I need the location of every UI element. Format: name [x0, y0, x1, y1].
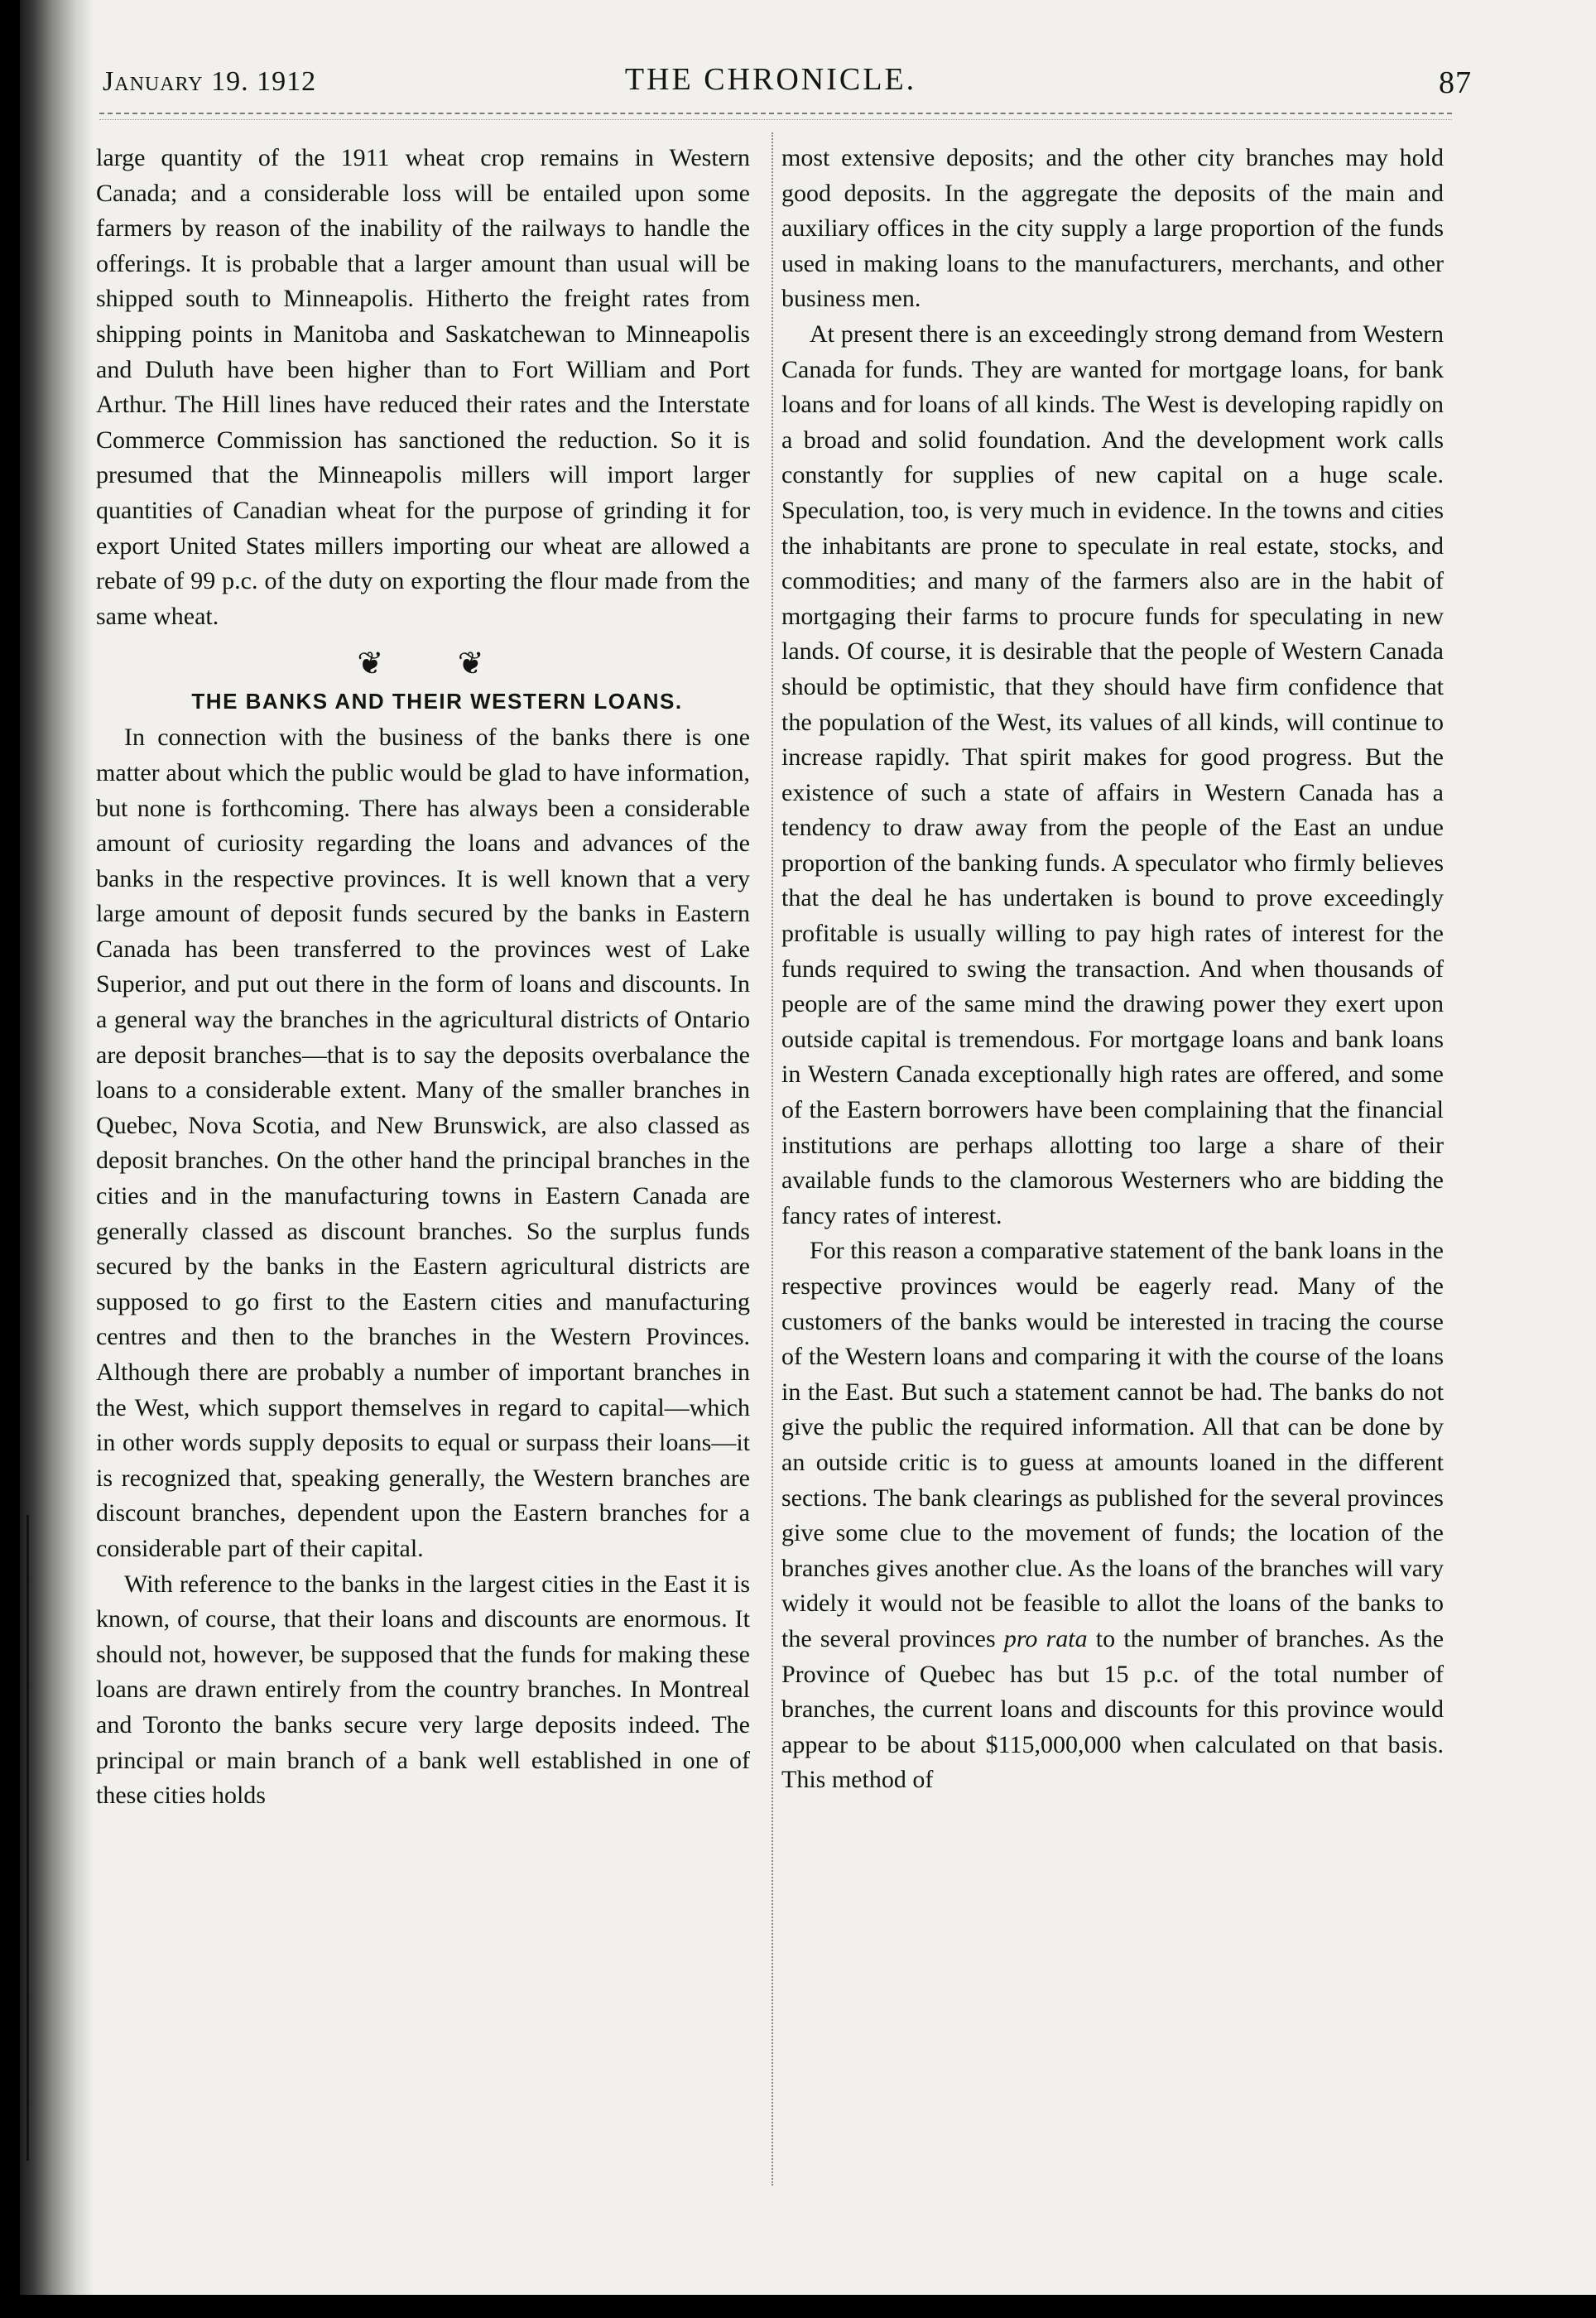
- scan-border: [0, 2295, 1596, 2318]
- newspaper-page: [20, 0, 1596, 2318]
- publication-title: THE CHRONICLE.: [624, 62, 917, 97]
- continued-paragraph: large quantity of the 1911 wheat crop remains in Western Canada; and a considerable loss will be entailed upon some farmers by reason of the inability of the railways to handle the offerings. It is probable that a larger amount than usual will be shipped south to Minneapolis. Hitherto the freight rates from shipping points in Manitoba and Saskatchewan to Minneapolis and Duluth have been higher than to Fort William and Port Arthur. The Hill lines have reduced their rates and the Interstate Commerce Commission has sanctioned the reduction. So it is presumed that the Minneapolis millers will import larger quantities of Canadian wheat for the purpose of grinding it for export United States millers importing our wheat are allowed a rebate of 99 p.c. of the duty on exporting the flour made from the same wheat.: [96, 144, 750, 630]
- section-ornament: ❦ ❦: [357, 647, 517, 682]
- page-number: 87: [1439, 65, 1472, 100]
- margin-rule: [20, 1515, 29, 2161]
- page-header: [79, 56, 1472, 106]
- section-heading: THE BANKS AND THEIR WESTERN LOANS.: [191, 689, 683, 714]
- right-column: [781, 141, 1444, 1798]
- article-paragraph: With reference to the banks in the largest cities in the East it is known, of course, that their loans and discounts are enormous. It should not, however, be supposed that the funds for making these loans are drawn entirely from the country branches. In Montreal and Toronto the banks secure very large deposits indeed. The principal or main branch of a bank well established in one of these cities holds: [96, 1570, 750, 1810]
- latin-phrase: pro rata: [1003, 1624, 1088, 1652]
- paragraph-text: For this reason a comparative statement of the bank loans in the respective provinces would be eagerly read. Many of the customers of the banks would be interested in tracing the course of the Western loans and comparing it with the course of the loans in the East. But such a statement cannot be had. The banks do not give the public the required information. All that can be done by an outside critic is to guess at amounts loaned in the different sections. The bank clearings as published for the several provinces give some clue to the movement of funds; the location of the branches gives another clue. As the loans of the branches will vary widely it would not be feasible to allot the loans of the banks to the several provinces: [781, 1237, 1444, 1652]
- paragraph-text: to the number of branches. As the Province of Quebec has but 15 p.c. of the total number of branches, the current loans and discounts for this province would appear to be about $115,000,000 when calculated on that basis. This method of: [781, 1624, 1445, 1794]
- article-paragraph: At present there is an exceedingly strong demand from Western Canada for funds. They are wanted for mortgage loans, for bank loans and for loans of all kinds. The West is developing rapidly on a broad and solid foundation. And the development work calls constantly for supplies of new capital on a huge scale. Speculation, too, is very much in evidence. In the towns and cities the inhabitants are prone to speculate in real estate, stocks, and commodities; and many of the farmers also are in the habit of mortgaging their farms to procure funds for speculating in new lands. Of course, it is desirable that the people of Western Canada should be optimistic, that they should have firm confidence that the population of the West, its values of all kinds, will continue to increase rapidly. That spirit makes for good progress. But the existence of such a state of affairs in Western Canada has a tendency to draw away from the people of the East an undue proportion of the banking funds. A speculator who firmly believes that the deal he has undertaken is bound to prove exceedingly profitable is usually willing to pay high rates of interest for the funds required to swing the transaction. And when thousands of people are of the same mind the drawing power they exert upon outside capital is tremendous. For mortgage loans and bank loans in Western Canada exceptionally high rates are offered, and some of the Eastern borrowers have been complaining that the financial institutions are perhaps allotting too large a share of their available funds to the clamorous Westerners who are bidding the fancy rates of interest.: [781, 320, 1444, 1229]
- continued-paragraph: most extensive deposits; and the other city branches may hold good deposits. In the aggregate the deposits of the main and auxiliary offices in the city supply a large proportion of the funds used in making loans to the manufacturers, merchants, and other business men.: [781, 144, 1444, 313]
- binding-spine: [20, 0, 94, 2318]
- issue-date: January 19. 1912: [103, 66, 317, 97]
- article-paragraph: [781, 1234, 1444, 1798]
- header-rule: [99, 113, 1452, 114]
- article-paragraph: In connection with the business of the banks there is one matter about which the public would be glad to have information, but none is forthcoming. There has always been a considerable amount of curiosity regarding the loans and advances of the banks in the respective provinces. It is well known that a very large amount of deposit funds secured by the banks in Eastern Canada has been transferred to the provinces west of Lake Superior, and put out there in the form of loans and discounts. In a general way the branches in the agricultural districts of Ontario are deposit branches—that is to say the deposits overbalance the loans to a considerable extent. Many of the smaller branches in Quebec, Nova Scotia, and New Brunswick, are also classed as deposit branches. On the other hand the principal branches in the cities and in the manufacturing towns in Eastern Canada are generally classed as discount branches. So the surplus funds secured by the banks in the Eastern agricultural districts are supposed to go first to the Eastern cities and manufacturing centres and then to the branches in the Western Provinces. Although there are probably a number of important branches in the West, which support themselves in regard to capital—which in other words supply deposits to equal or surpass their loans—it is recognized that, speaking generally, the Western branches are discount branches, dependent upon the Eastern branches for a considerable part of their capital.: [96, 724, 750, 1562]
- header-rule-secondary: [99, 119, 1452, 120]
- left-column: [96, 141, 750, 1814]
- column-divider: [772, 132, 773, 2186]
